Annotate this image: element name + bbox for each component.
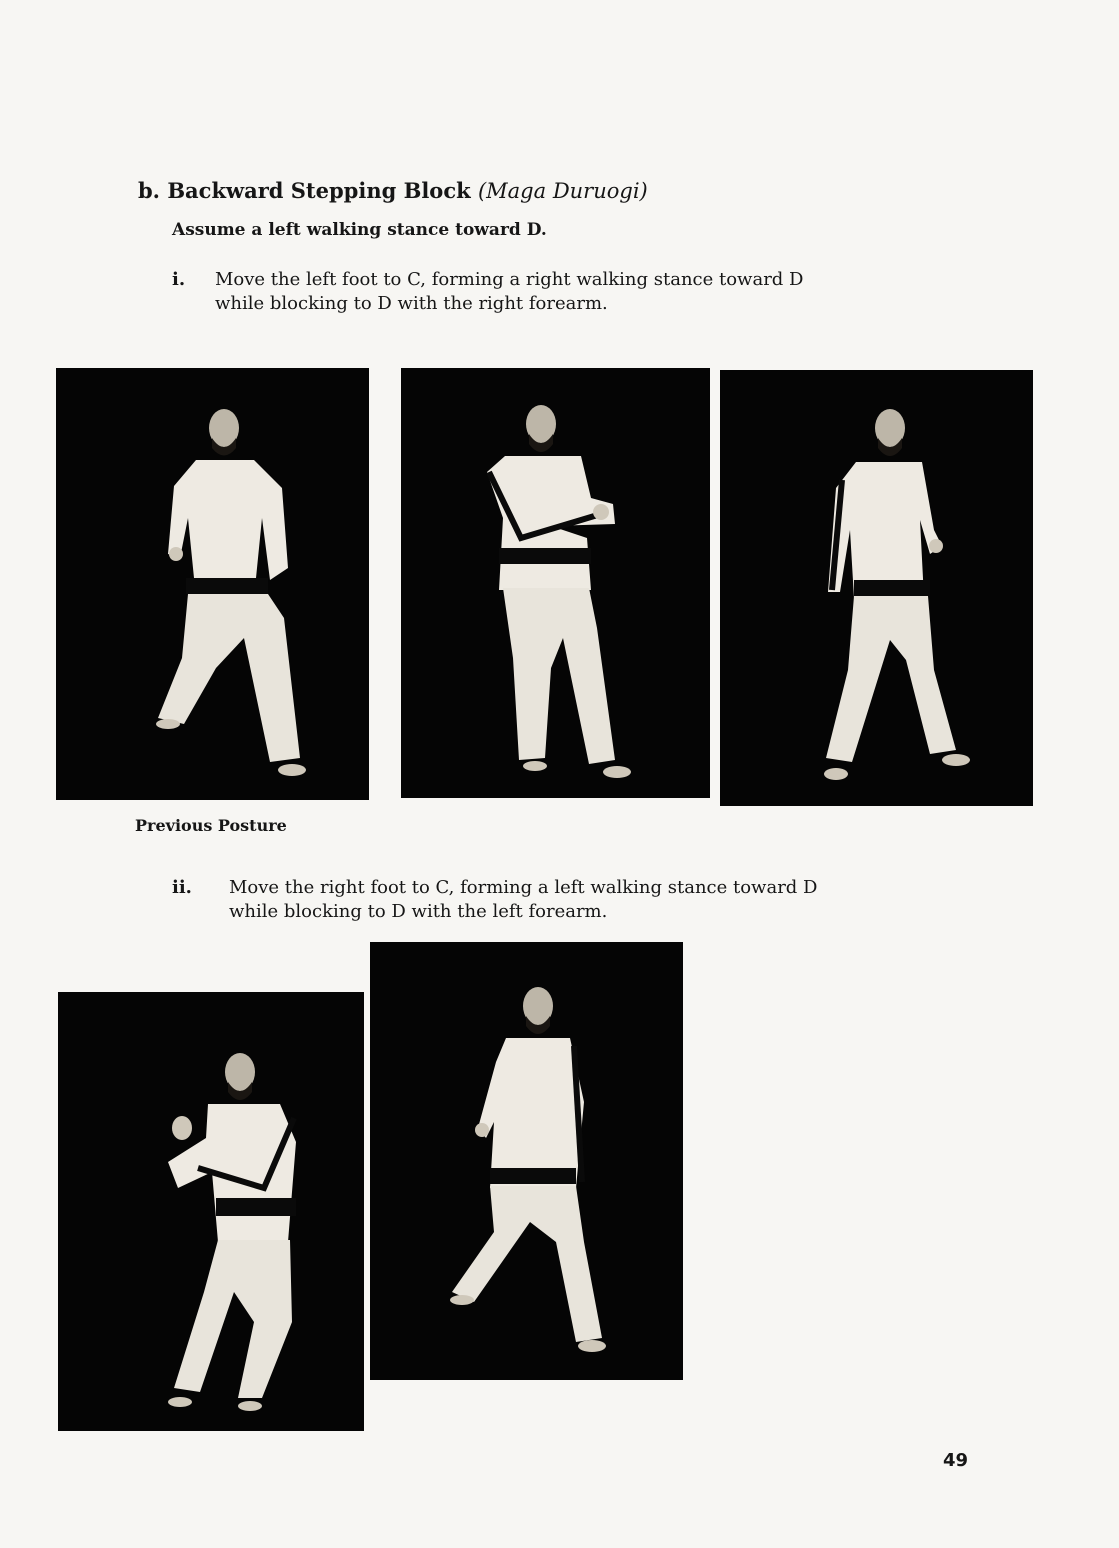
step-2-line-2: while blocking to D with the left forearm. <box>229 901 608 922</box>
step-2-number: ii. <box>172 877 192 898</box>
step-1 <box>172 268 932 318</box>
page-number: 49 <box>943 1450 969 1471</box>
step-2-line-1: Move the right foot to C, forming a left walking stance toward D <box>229 877 818 898</box>
figure-illustration <box>56 368 369 800</box>
section-subtitle: (Maga Duruogi) <box>477 179 648 203</box>
photo-step-2-b <box>370 942 683 1380</box>
step-1-number: i. <box>172 269 186 290</box>
step-2 <box>172 876 932 926</box>
starting-instruction: Assume a left walking stance toward D. <box>172 220 547 240</box>
step-1-line-2: while blocking to D with the right forearm. <box>215 293 608 314</box>
section-letter: b. <box>138 178 160 203</box>
section-heading <box>138 178 648 203</box>
caption-previous-posture: Previous Posture <box>135 816 287 835</box>
section-title: Backward Stepping Block <box>167 178 471 203</box>
figure-illustration <box>370 942 683 1380</box>
figure-illustration <box>401 368 710 798</box>
photo-step-1-b <box>720 370 1033 806</box>
step-1-line-1: Move the left foot to C, forming a right walking stance toward D <box>215 269 804 290</box>
photo-previous-posture <box>56 368 369 800</box>
photo-step-1-a <box>401 368 710 798</box>
figure-illustration <box>720 370 1033 806</box>
photo-step-2-a <box>58 992 364 1431</box>
figure-illustration <box>58 992 364 1431</box>
